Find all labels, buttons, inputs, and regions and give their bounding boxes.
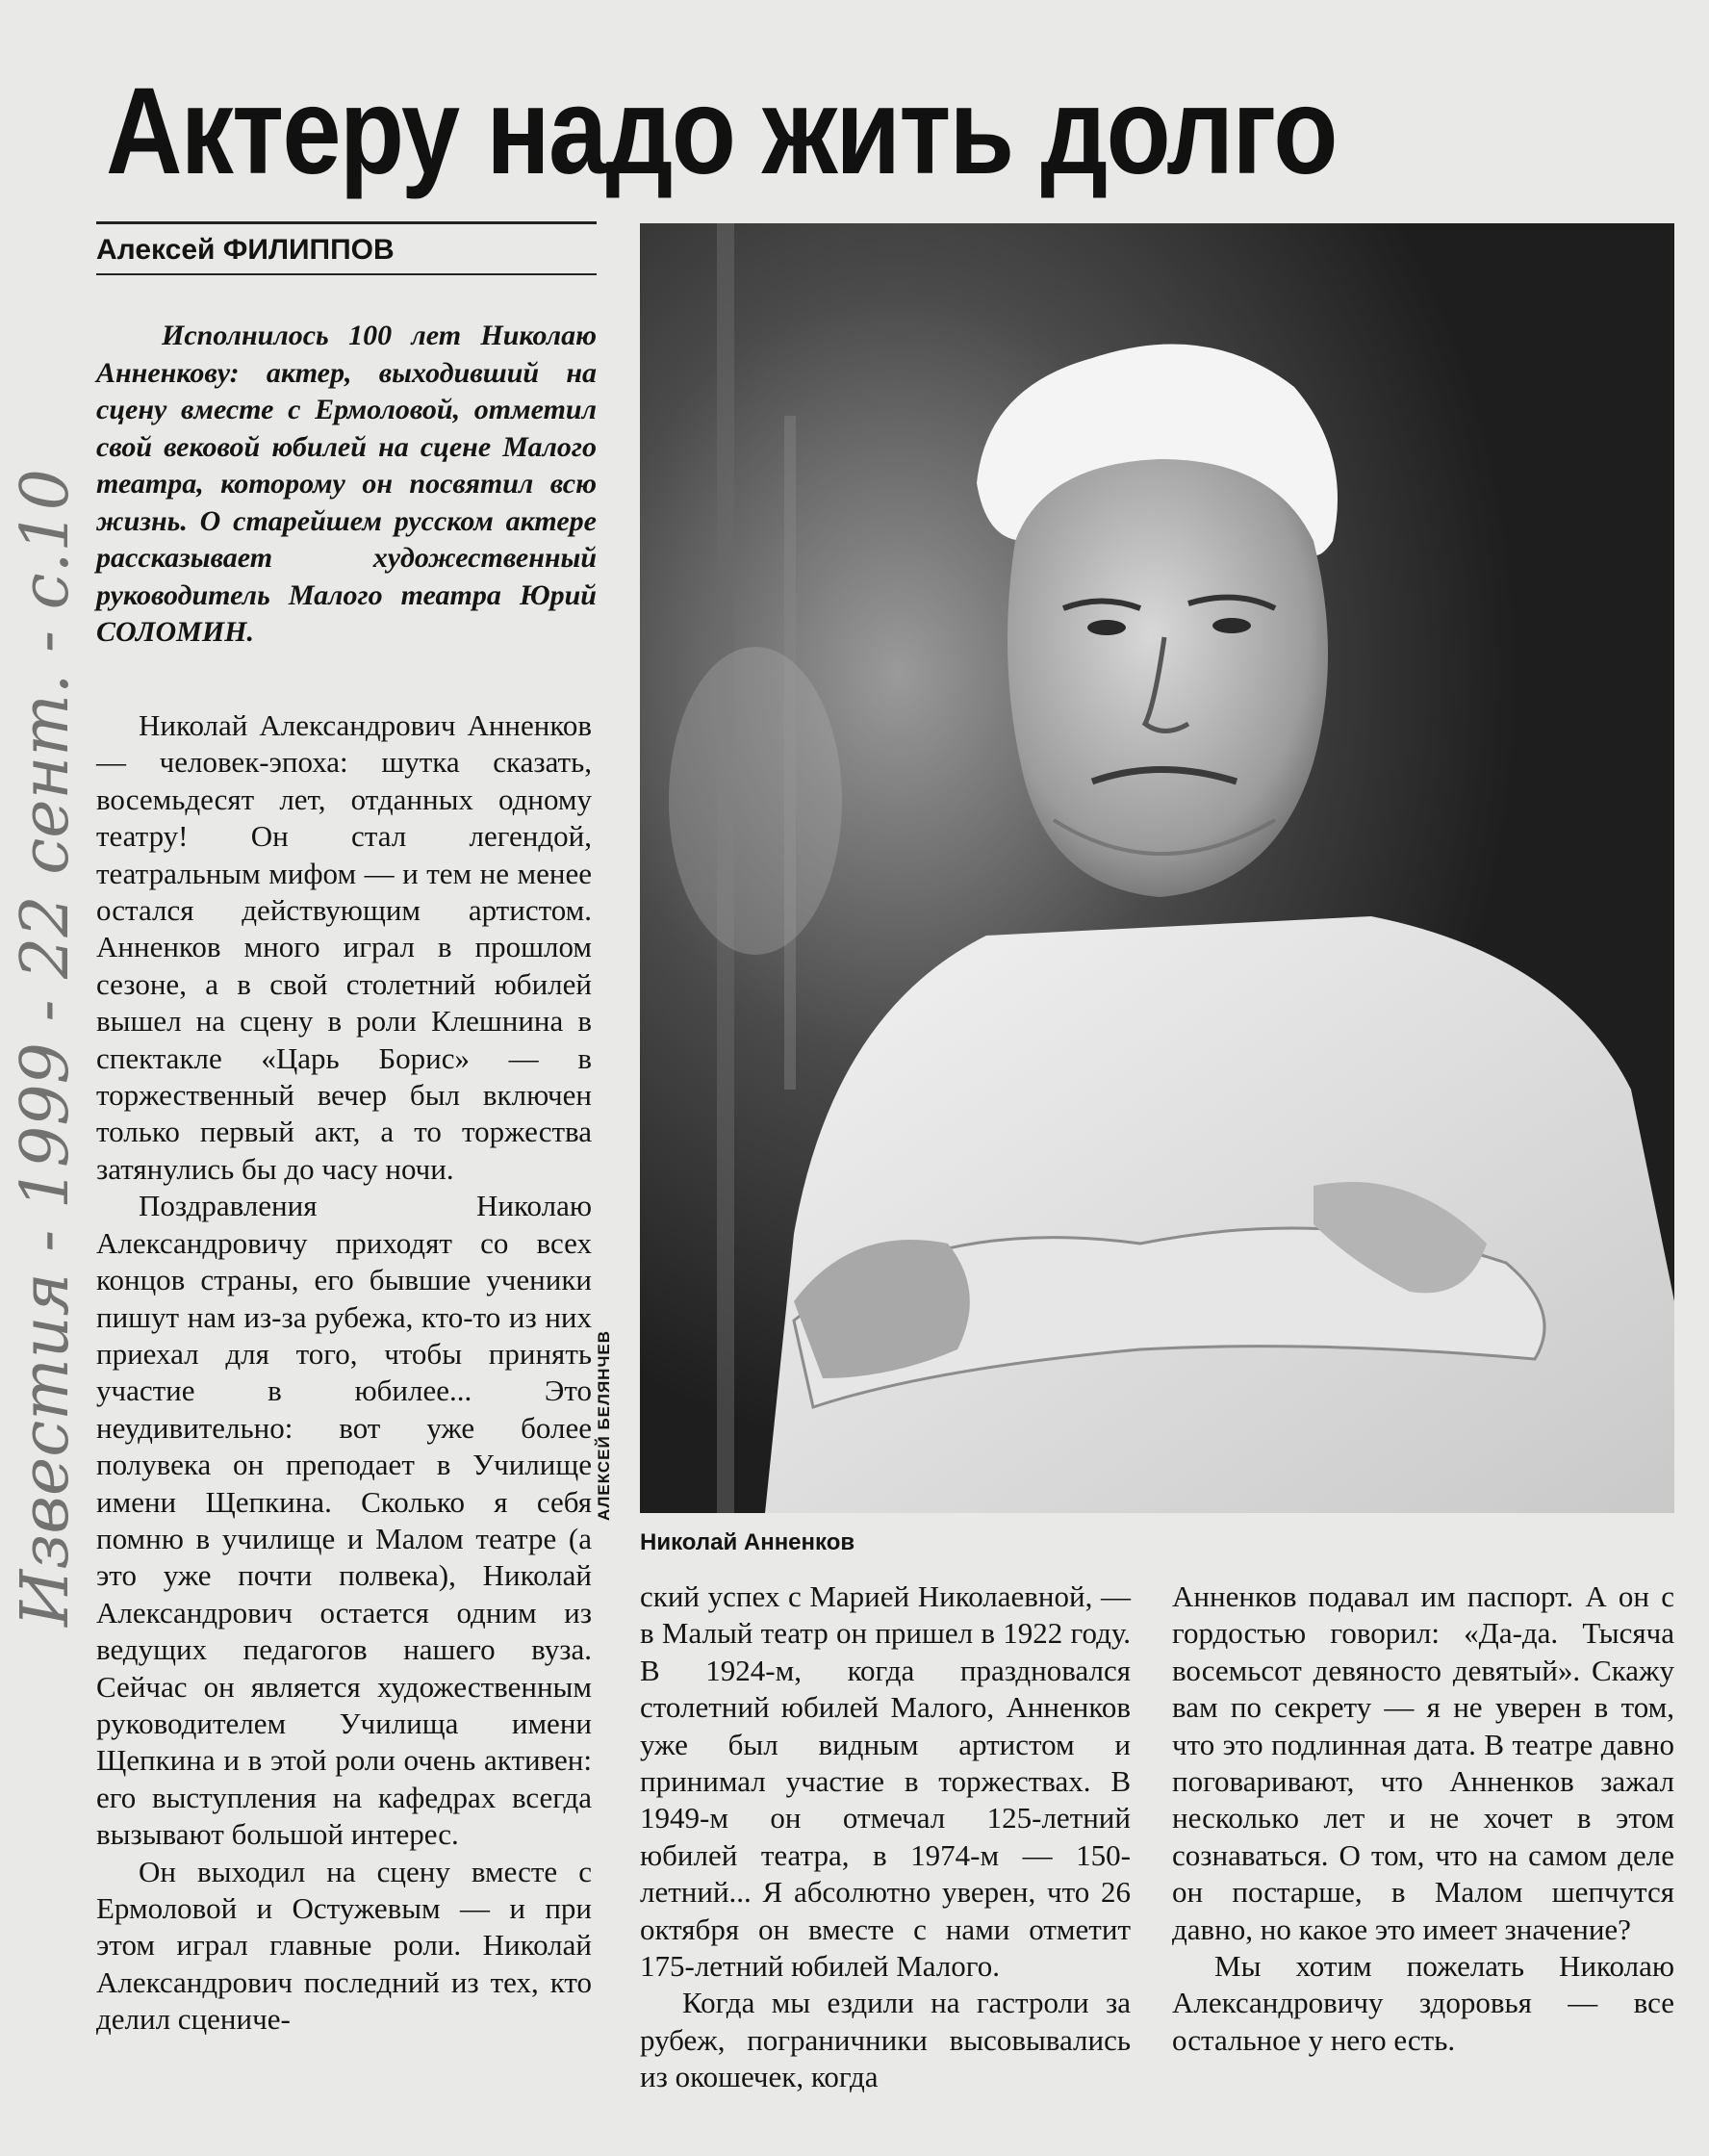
- column-3: [1172, 1578, 1674, 2059]
- byline: Алексей ФИЛИППОВ: [96, 234, 395, 266]
- byline-bottom-rule: [96, 273, 597, 275]
- photo-credit: АЛЕКСЕЙ БЕЛЯНЧЕВ: [595, 1329, 613, 1521]
- column-2-paragraph-1: ский успех с Марией Николаевной, — в Малый театр он пришел в 1922 году. В 1924-м, когда праздновался столетний юбилей Малого, Анненков уже был видным артистом и принимал участие в торжествах. В 1949-м он отмечал 125-летний юбилей театра, в 1974-м — 150-летний... Я абсолютно уверен, что 26 октября он вместе с нами отметит 175-летний юбилей Малого.: [640, 1579, 1131, 1984]
- column-1-paragraph-3: Он выходил на сцену вместе с Ермоловой и Остужевым — и при этом играл главные роли. Николай Александрович последний из тех, кто делил сцениче-: [96, 1854, 592, 2037]
- column-2: [640, 1578, 1131, 2096]
- column-2-paragraph-2: Когда мы ездили на гастроли за рубеж, пограничники высовывались из окошечек, когда: [640, 1986, 1131, 2094]
- lead-paragraph: Исполнилось 100 лет Николаю Анненкову: актер, выходивший на сцену вместе с Ермоловой, отметил свой вековой юбилей на сцене Малого театра, которому он посвятил всю жизнь. О старейшем русском актере рассказывает художественный руководитель Малого театра Юрий СОЛОМИН.: [96, 320, 597, 648]
- column-1-paragraph-1: Николай Александрович Анненков — человек-эпоха: шутка сказать, восемьдесят лет, отданных одному театру! Он стал легендой, театральным мифом — и тем не менее остался действующим артистом. Анненков много играл в прошлом сезоне, а в свой столетний юбилей вышел на сцену в роли Клешнина в спектакле «Царь Борис» — в торжественный вечер был включен только первый акт, а то торжества затянулись бы до часу ночи.: [96, 708, 592, 1186]
- byline-top-rule: [96, 221, 597, 224]
- portrait-illustration: [640, 223, 1674, 1513]
- portrait-photo: [640, 223, 1674, 1513]
- handwritten-source-note: Известия - 1999 - 22 сент. - с.10: [8, 469, 84, 1627]
- column-3-paragraph-2: Мы хотим пожелать Николаю Александровичу здоровья — все остальное у него есть.: [1172, 1949, 1674, 2057]
- column-1: [96, 707, 592, 2039]
- headline: Актеру надо жить долго: [106, 63, 1337, 200]
- column-3-paragraph-1: Анненков подавал им паспорт. А он с гордостью говорил: «Да-да. Тысяча восемьсот девяносто девятый». Скажу вам по секрету — я не уверен в том, что это подлинная дата. В театре давно поговаривают, что Анненков зажал несколько лет и не хочет в этом сознаваться. О том, что на самом деле он постарше, в Малом шепчутся давно, но какое это имеет значение?: [1172, 1579, 1674, 1946]
- photo-caption: Николай Анненков: [640, 1529, 855, 1555]
- column-1-paragraph-2: Поздравления Николаю Александровичу приходят со всех концов страны, его бывшие ученики пишут нам из-за рубежа, кто-то из них приехал для того, чтобы принять участие в юбилее... Это неудивительно: вот уже более полувека он преподает в Училище имени Щепкина. Сколько я себя помню в училище и Малом театре (а это уже почти полвека), Николай Александрович остается одним из ведущих педагогов нашего вуза. Сейчас он является художественным руководителем Училища имени Щепкина и в этой роли очень активен: его выступления на кафедрах всегда вызывают большой интерес.: [96, 1189, 592, 1852]
